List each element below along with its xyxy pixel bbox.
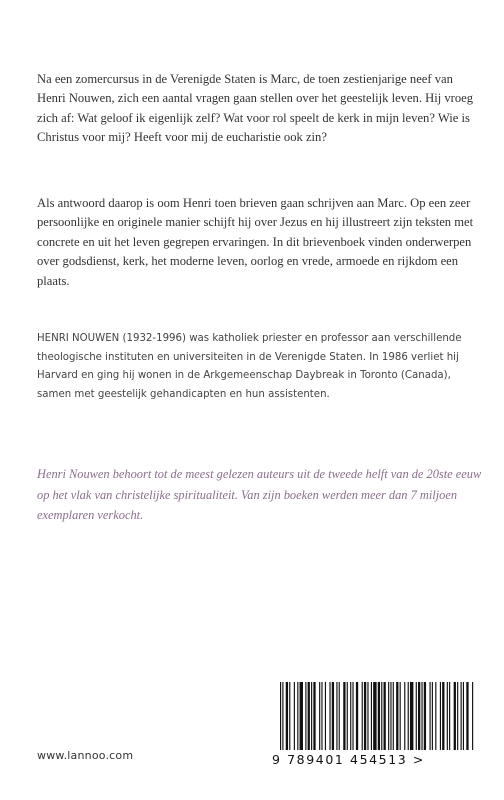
author-quote: Henri Nouwen behoort tot de meest gelezen auteurs uit de tweede helft van de 20ste eeuw op het vlak van christelijke spiritualiteit. Van zijn boeken werden meer dan 7 miljoen exemplaren verkocht.	[37, 467, 482, 523]
barcode-image	[280, 682, 476, 752]
publisher-website: www.lannoo.com	[37, 749, 134, 762]
barcode-panel	[272, 672, 484, 782]
author-bio: HENRI NOUWEN (1932-1996) was katholiek priester en professor aan verschillende theologische instituten en universiteiten in de Verenigde Staten. In 1986 verliet hij Harvard en ging hij wonen in de Arkgemeenschap Daybreak in Toronto (Canada), samen met geestelijk gehandicapten en hun assistenten.	[37, 333, 462, 400]
isbn-number: 9 789401 454513 >	[272, 752, 425, 767]
intro-paragraph: Na een zomercursus in de Verenigde Staten is Marc, de toen zestienjarige neef van Henri Nouwen, zich een aantal vragen gaan stellen over het geestelijk leven. Hij vroeg zich af: Wat geloof ik eigenlijk zelf? Wat voor rol speelt de kerk in mijn leven? Wie is Christus voor mij? Heeft voor mij de eucharistie ook zin?	[37, 72, 474, 145]
letters-paragraph: Als antwoord daarop is oom Henri toen brieven gaan schrijven aan Marc. Op een zeer persoonlijke en originele manier schijft hij over Jezus en hij illustreert zijn teksten met concrete en uit het leven gegrepen ervaringen. In dit brievenboek vinden onderwerpen over godsdienst, kerk, het moderne leven, oorlog en vrede, armoede en rijkdom een plaats.	[37, 196, 474, 288]
